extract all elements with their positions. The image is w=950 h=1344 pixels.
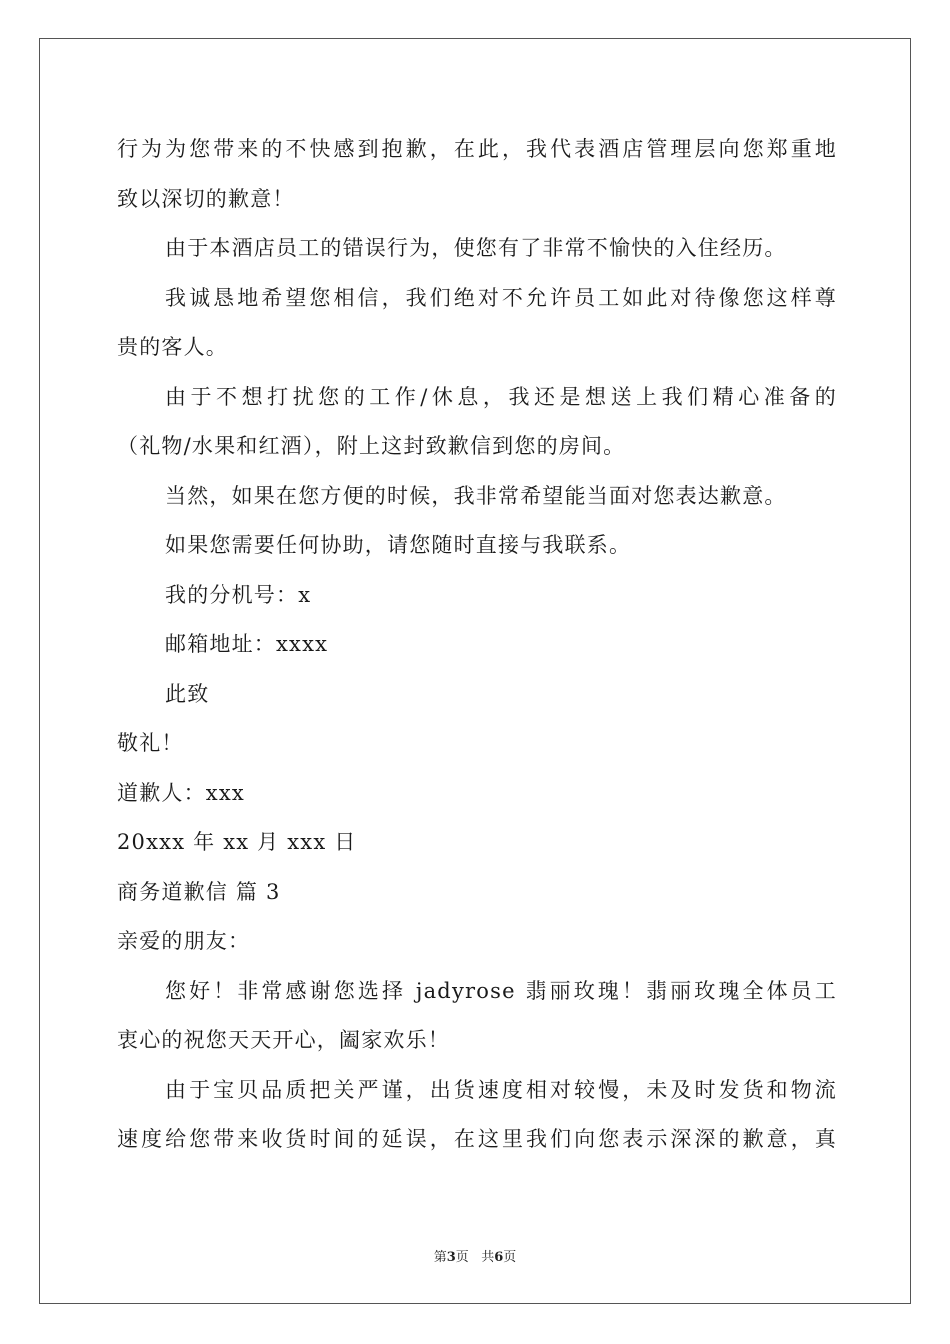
closing-regards: 敬礼！ <box>117 731 184 755</box>
paragraph-line: （礼物/水果和红酒），附上这封致歉信到您的房间。 <box>117 434 626 458</box>
closing-salutation: 此致 <box>165 681 210 706</box>
paragraph-line: 贵的客人。 <box>117 335 228 359</box>
extension-number: 我的分机号：x <box>165 582 312 607</box>
paragraph-line: 如果您需要任何协助，请您随时直接与我联系。 <box>165 533 632 557</box>
paragraph-line: 致以深切的歉意！ <box>117 186 295 211</box>
page-number-unit: 页 <box>455 1250 469 1265</box>
letter-date: 20xxx 年 xx 月 xxx 日 <box>117 830 357 854</box>
paragraph-line: 速度给您带来收货时间的延误，在这里我们向您表示深深的歉意，真 <box>117 1127 837 1151</box>
paragraph-line: 当然，如果在您方便的时候，我非常希望能当面对您表达歉意。 <box>165 483 787 508</box>
current-page-number: 3 <box>446 1250 456 1265</box>
total-pages-number: 6 <box>494 1250 504 1265</box>
paragraph-line: 我诚恳地希望您相信，我们绝对不允许员工如此对待像您这样尊 <box>165 285 837 310</box>
apologizer-signature: 道歉人：xxx <box>117 780 245 805</box>
page-footer <box>0 1246 950 1265</box>
paragraph-line: 衷心的祝您天天开心，阖家欢乐！ <box>117 1028 450 1052</box>
section-heading: 商务道歉信 篇 3 <box>117 879 281 904</box>
total-pages-prefix: 共 <box>481 1250 495 1265</box>
document-body <box>117 125 837 1165</box>
paragraph-line: 由于本酒店员工的错误行为，使您有了非常不愉快的入住经历。 <box>165 236 787 260</box>
paragraph-line: 由于不想打扰您的工作/休息，我还是想送上我们精心准备的 <box>165 384 837 409</box>
greeting: 亲爱的朋友： <box>117 929 251 953</box>
email-address: 邮箱地址：xxxx <box>165 632 329 656</box>
paragraph-line: 行为为您带来的不快感到抱歉，在此，我代表酒店管理层向您郑重地 <box>117 137 837 161</box>
paragraph-line: 您好！非常感谢您选择 jadyrose 翡丽玫瑰！翡丽玫瑰全体员工 <box>165 978 837 1003</box>
paragraph-line: 由于宝贝品质把关严谨，出货速度相对较慢，未及时发货和物流 <box>165 1077 837 1102</box>
page-number-prefix: 第 <box>433 1250 447 1265</box>
total-pages-unit: 页 <box>503 1250 517 1265</box>
